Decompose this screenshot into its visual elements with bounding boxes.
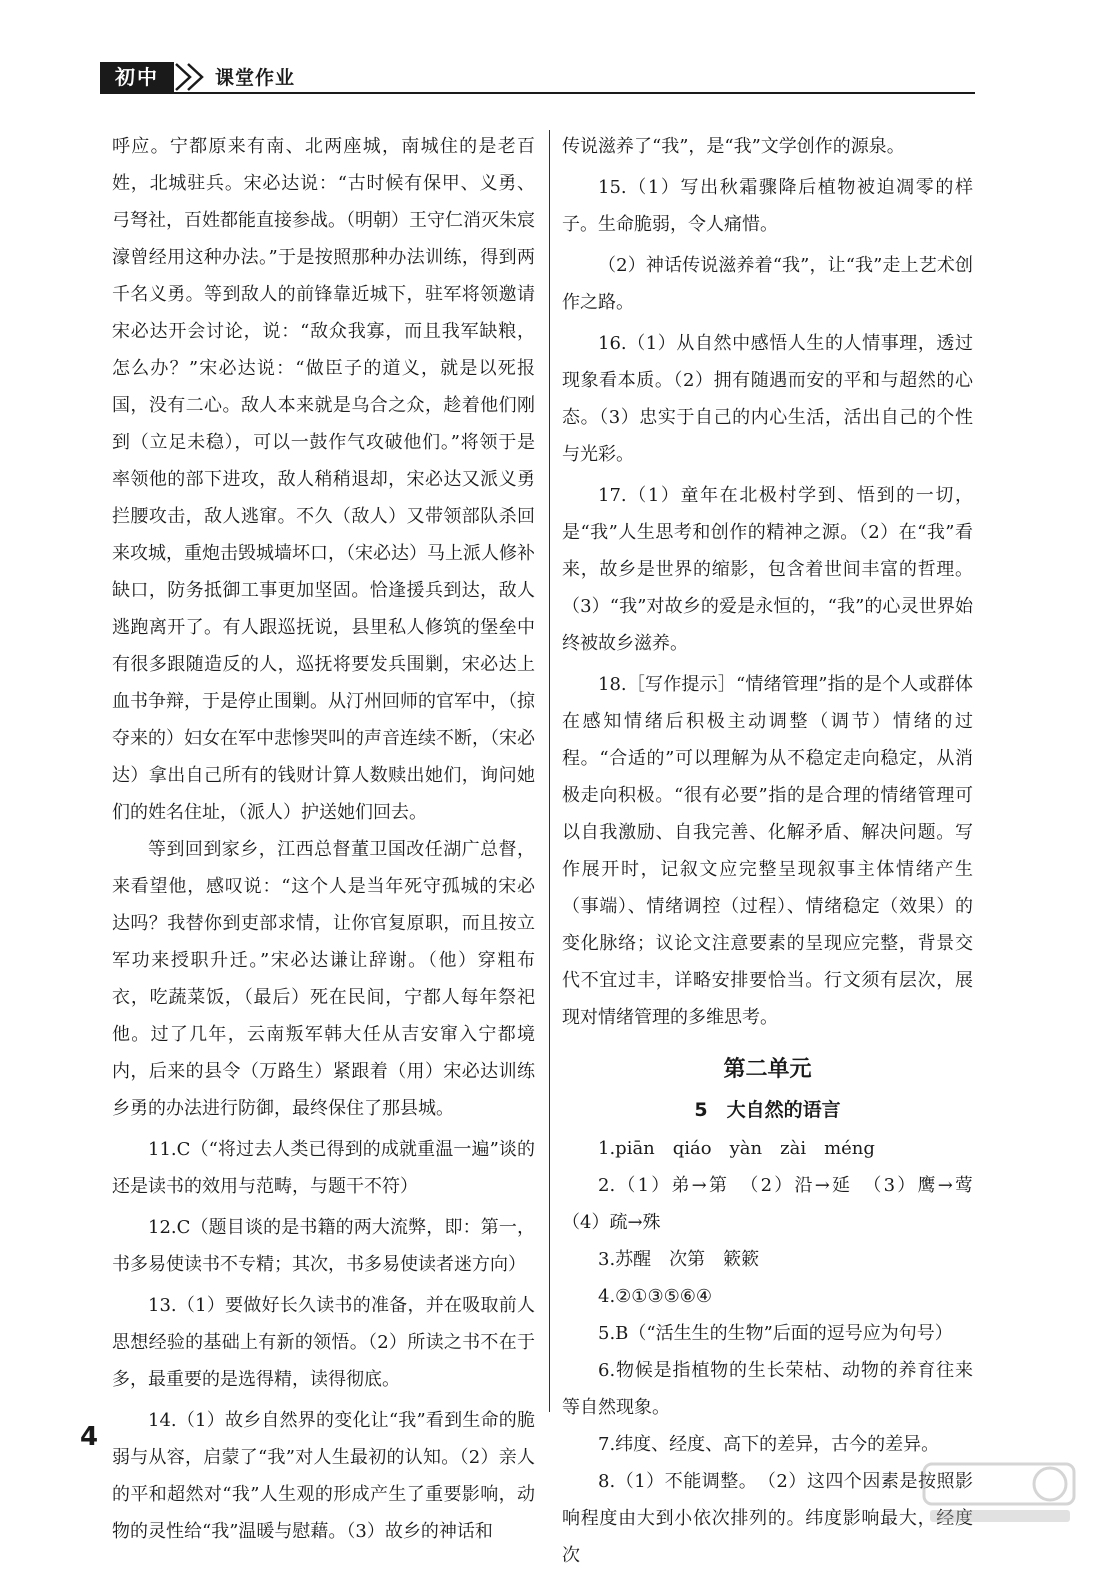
answer-14: 14.（1）故乡自然界的变化让“我”看到生命的脆弱与从容，启蒙了“我”对人生最初的认知。（2）亲人的平和超然对“我”人生观的形成产生了重要影响，动物的灵性给“我”温暖与慰藉。（3）故乡的神话和 xyxy=(112,1410,535,1542)
page-number: 4 xyxy=(80,1422,99,1452)
answer-15-1: 15.（1）写出秋霜骤降后植物被迫凋零的样子。生命脆弱，令人痛惜。 xyxy=(562,177,973,235)
answer-16: 16.（1）从自然中感悟人生的人情事理，透过现象看本质。（2）拥有随遇而安的平和与超然的心态。（3）忠实于自己的内心生活，活出自己的个性与光彩。 xyxy=(562,333,973,465)
answer-4: 4.②①③⑤⑥④ xyxy=(598,1286,712,1307)
answer-17: 17.（1）童年在北极村学到、悟到的一切，是“我”人生思考和创作的精神之源。（2）在“我”看来，故乡是世界的缩影，包含着世间丰富的哲理。（3）“我”对故乡的爱是永恒的，“我”的心灵世界始终被故乡滋养。 xyxy=(562,485,973,654)
left-column xyxy=(112,128,535,1550)
answer-11: 11.C（“将过去人类已得到的成就重温一遍”谈的还是读书的效用与范畴，与题干不符） xyxy=(112,1139,535,1197)
unit-title: 第二单元 xyxy=(723,1057,812,1082)
double-chevron-icon xyxy=(172,62,212,92)
answer-8: 8.（1）不能调整。 （2）这四个因素是按照影响程度由大到小依次排列的。纬度影响最大，经度次 xyxy=(562,1471,973,1566)
answer-6: 6.物候是指植物的生长荣枯、动物的养育往来等自然现象。 xyxy=(562,1360,973,1418)
answer-2: 2.（1）弟→第 （2）沿→延 （3）鹰→莺 （4）疏→殊 xyxy=(562,1175,991,1233)
answer-12: 12.C（题目谈的是书籍的两大流弊，即：第一，书多易使读书不专精；其次，书多易使读者迷方向） xyxy=(112,1217,535,1275)
paragraph: 等到回到家乡，江西总督董卫国改任湖广总督，来看望他，感叹说：“这个人是当年死守孤城的宋必达吗？我替你到吏部求情，让你官复原职，而且按立军功来授职升迁。”宋必达谦让辞谢。（他）穿粗布衣，吃蔬菜饭，（最后）死在民间，宁都人每年祭祀他。过了几年，云南叛军韩大任从吉安窜入宁都境内，后来的县令（万路生）紧跟着（用）宋必达训练乡勇的办法进行防御，最终保住了那县城。 xyxy=(112,839,535,1119)
watermark-logo-icon xyxy=(920,1458,1080,1528)
paragraph: 传说滋养了“我”，是“我”文学创作的源泉。 xyxy=(562,136,905,157)
answer-1: 1.piān qiáo yàn zài méng xyxy=(598,1138,875,1159)
answer-18: 18.［写作提示］“情绪管理”指的是个人或群体在感知情绪后积极主动调整（调节）情绪的过程。“合适的”可以理解为从不稳定走向稳定，从消极走向积极。“很有必要”指的是合理的情绪管理可以自我激励、自我完善、化解矛盾、解决问题。写作展开时，记叙文应完整呈现叙事主体情绪产生（事端）、情绪调控（过程）、情绪稳定（效果）的变化脉络；议论文注意要素的呈现应完整，背景交代不宜过丰，详略安排要恰当。行文须有层次，展现对情绪管理的多维思考。 xyxy=(562,674,973,1028)
header-rule xyxy=(100,92,975,94)
paragraph: 呼应。宁都原来有南、北两座城，南城住的是老百姓，北城驻兵。宋必达说：“古时候有保甲、义勇、弓弩社，百姓都能直接参战。（明朝）王守仁消灭朱宸濠曾经用这种办法。”于是按照那种办法训练，得到两千名义勇。等到敌人的前锋靠近城下，驻军将领邀请宋必达开会讨论，说：“敌众我寡，而且我军缺粮，怎么办？”宋必达说：“做臣子的道义，就是以死报国，没有二心。敌人本来就是乌合之众，趁着他们刚到（立足未稳），可以一鼓作气攻破他们。”将领于是率领他的部下进攻，敌人稍稍退却，宋必达又派义勇拦腰攻击，敌人逃窜。不久（敌人）又带领部队杀回来攻城，重炮击毁城墙坏口，（宋必达）马上派人修补缺口，防务抵御工事更加坚固。恰逢援兵到达，敌人逃跑离开了。有人跟巡抚说，县里私人修筑的堡垒中有很多跟随造反的人，巡抚将要发兵围剿，宋必达上血书争辩，于是停止围剿。从汀州回师的官军中，（掠夺来的）妇女在军中悲惨哭叫的声音连续不断，（宋必达）拿出自己所有的钱财计算人数赎出她们，询问她们的姓名住址，（派人）护送她们回去。 xyxy=(112,136,535,823)
answer-13: 13.（1）要做好长久读书的准备，并在吸取前人思想经验的基础上有新的领悟。（2）所读之书不在于多，最重要的是选得精，读得彻底。 xyxy=(112,1295,535,1390)
right-column xyxy=(562,128,991,1574)
column-divider xyxy=(549,130,550,1412)
page-header xyxy=(100,62,975,92)
answer-15-2: （2）神话传说滋养着“我”，让“我”走上艺术创作之路。 xyxy=(562,255,973,313)
level-badge: 初中 xyxy=(100,62,174,92)
lesson-title: 5 大自然的语言 xyxy=(694,1099,841,1121)
series-title: 课堂作业 xyxy=(215,67,296,89)
answer-7: 7.纬度、经度、高下的差异，古今的差异。 xyxy=(598,1434,940,1455)
answer-5: 5.B（“活生生的生物”后面的逗号应为句号） xyxy=(598,1323,953,1344)
answer-3: 3.苏醒 次第 簌簌 xyxy=(598,1249,760,1270)
